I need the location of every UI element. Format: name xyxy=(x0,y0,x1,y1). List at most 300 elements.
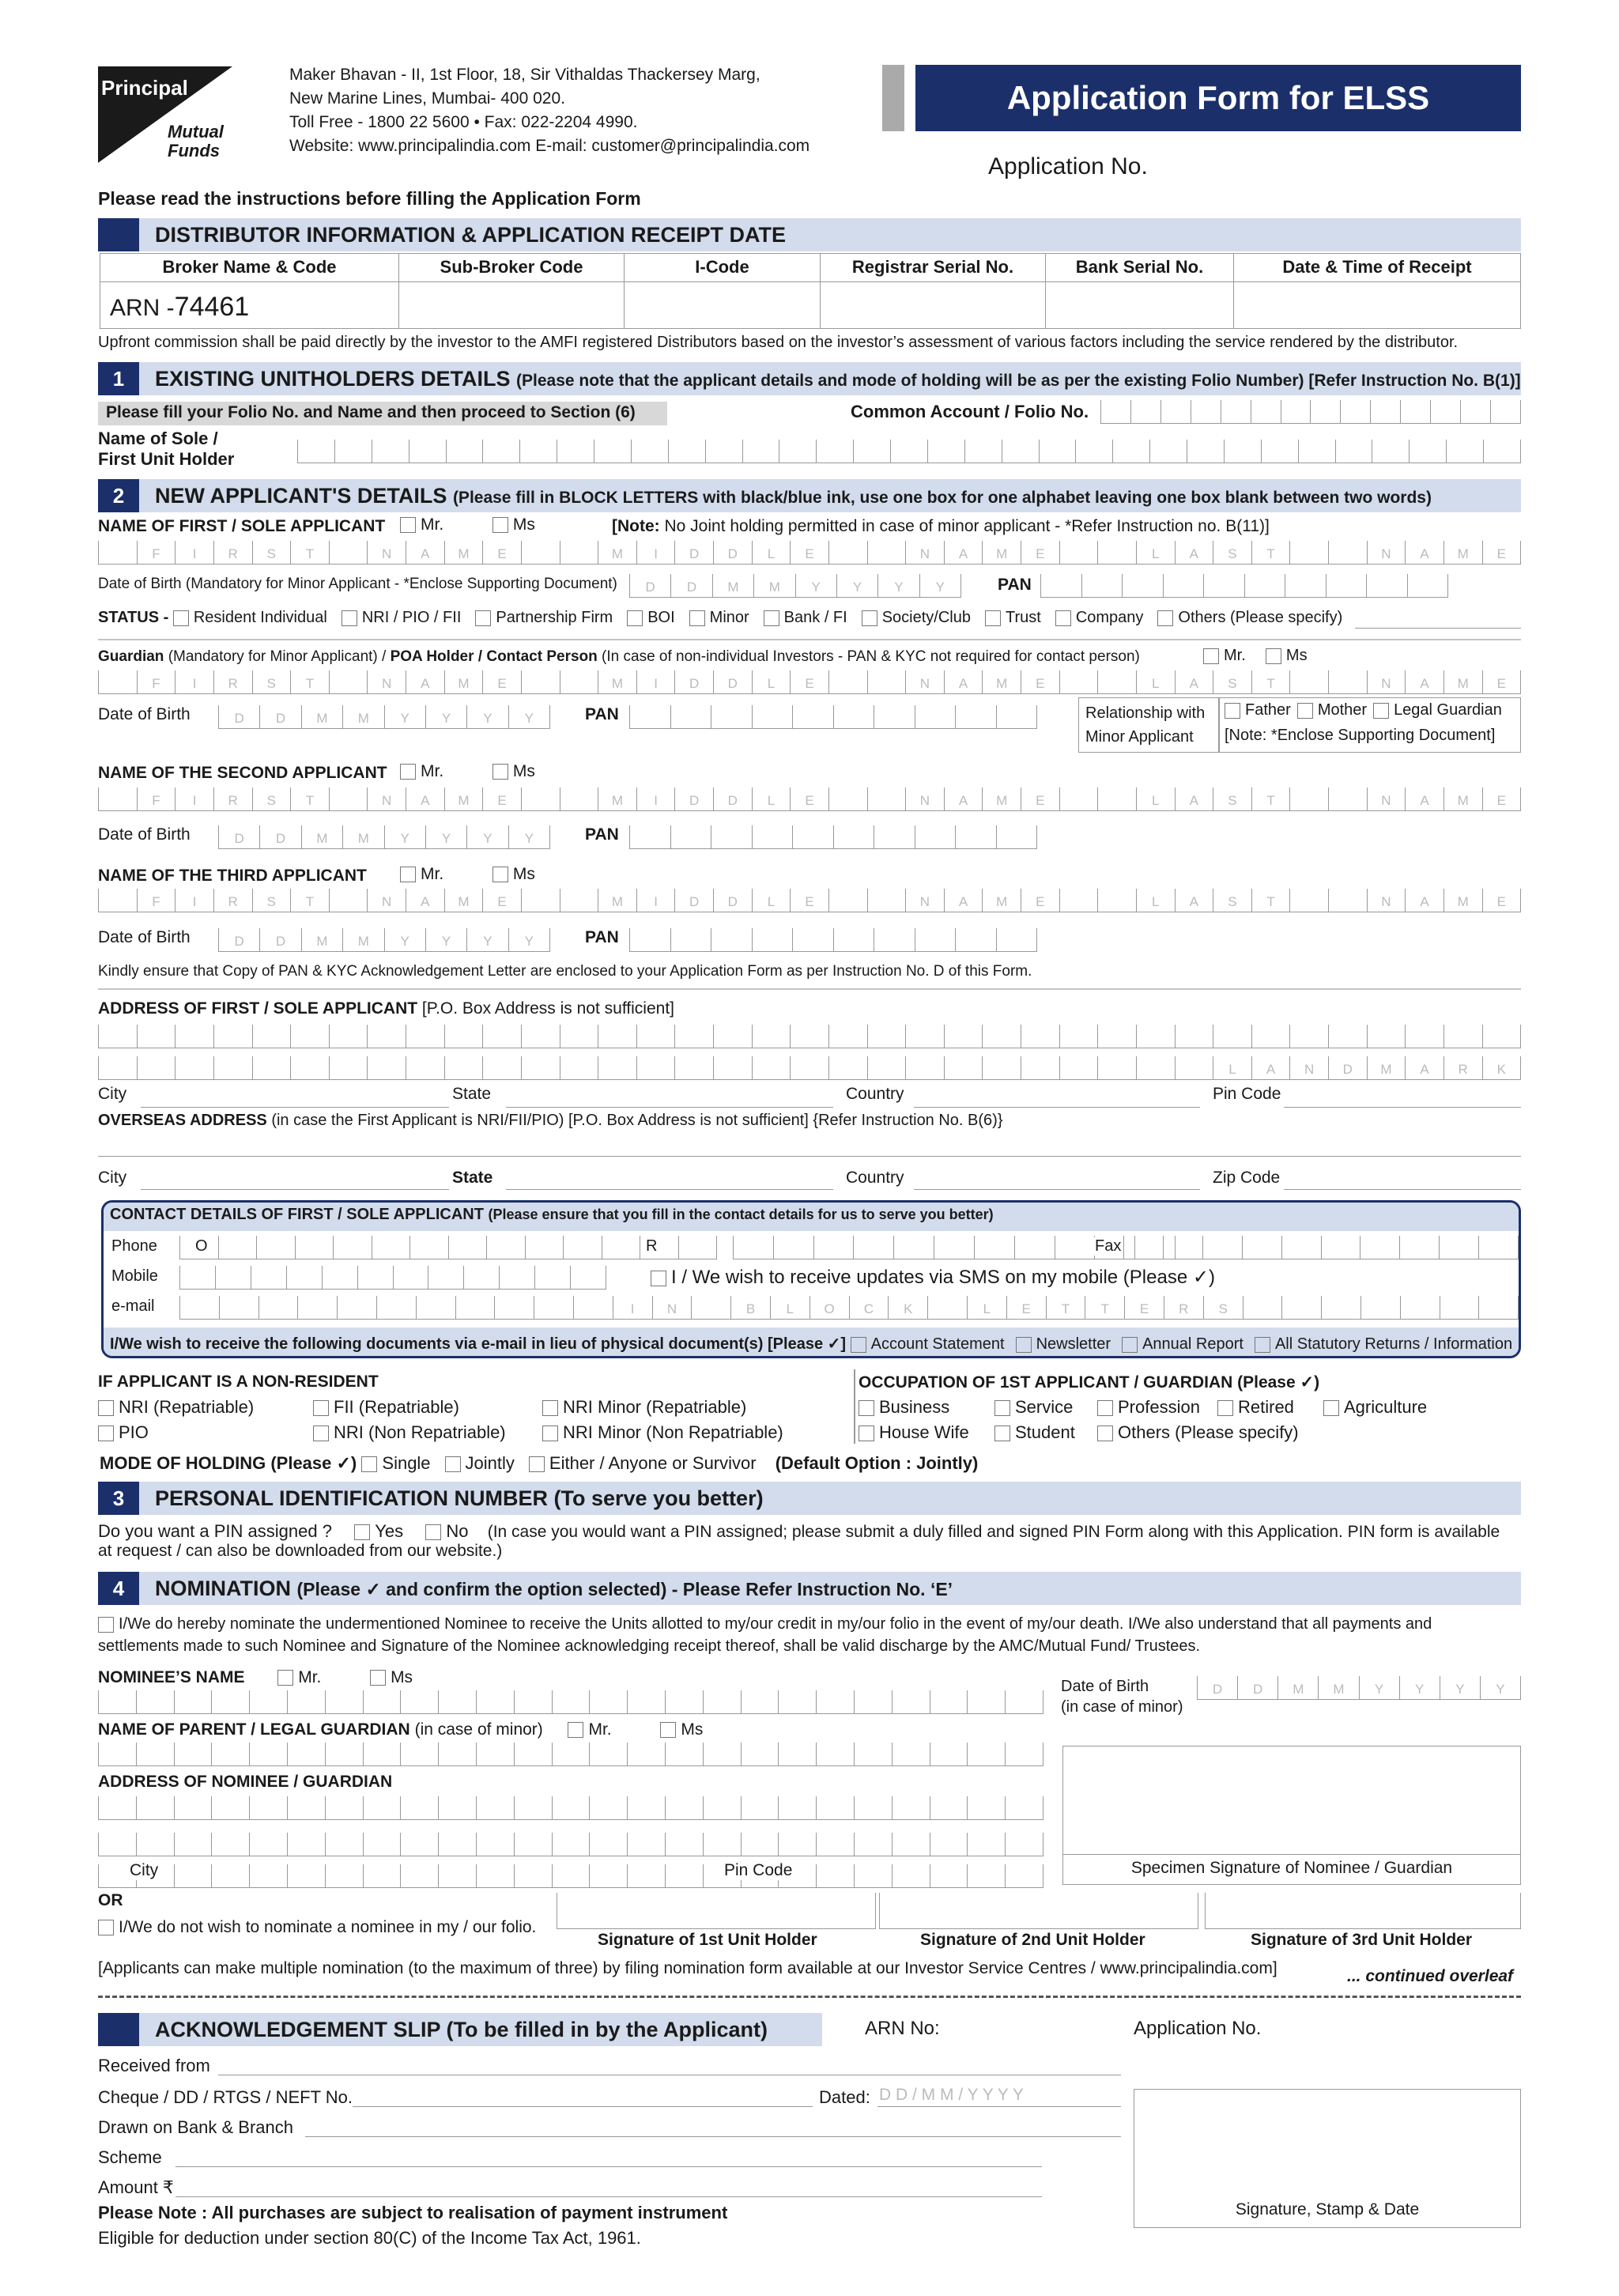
char-box[interactable] xyxy=(678,1236,718,1259)
char-box[interactable] xyxy=(790,1025,828,1048)
char-box[interactable]: M xyxy=(982,541,1021,564)
char-box[interactable]: E xyxy=(482,787,521,810)
char-box[interactable]: Y xyxy=(384,928,425,951)
char-box[interactable] xyxy=(179,1266,215,1289)
nonresident-option[interactable] xyxy=(98,1420,149,1445)
char-box[interactable] xyxy=(98,541,137,564)
char-box[interactable] xyxy=(287,1690,325,1713)
char-box[interactable]: R xyxy=(213,541,252,564)
char-box[interactable]: A xyxy=(1175,787,1213,810)
char-box[interactable]: M xyxy=(982,889,1021,912)
char-box[interactable]: M xyxy=(982,787,1021,810)
char-box[interactable] xyxy=(534,1266,570,1289)
char-box[interactable]: D xyxy=(674,670,713,693)
char-box[interactable] xyxy=(337,1296,376,1319)
char-box[interactable] xyxy=(560,889,598,912)
char-box[interactable] xyxy=(376,1296,416,1319)
char-box[interactable] xyxy=(552,1743,590,1765)
char-box[interactable] xyxy=(446,440,483,463)
char-box[interactable]: E xyxy=(790,787,828,810)
relationship-checkbox[interactable] xyxy=(1297,703,1313,719)
char-box[interactable]: D xyxy=(713,670,752,693)
char-box[interactable] xyxy=(892,1833,930,1856)
nominee-ms-checkbox[interactable] xyxy=(370,1670,386,1686)
char-box[interactable] xyxy=(589,1743,627,1765)
char-box[interactable] xyxy=(98,1025,137,1048)
char-box[interactable] xyxy=(552,1833,590,1856)
char-box[interactable]: N xyxy=(905,787,944,810)
char-box[interactable] xyxy=(1136,1025,1175,1048)
char-box[interactable] xyxy=(438,1690,476,1713)
status-checkbox[interactable] xyxy=(342,610,357,626)
char-box[interactable]: D xyxy=(713,541,752,564)
char-box[interactable] xyxy=(733,1236,773,1259)
char-box[interactable]: S xyxy=(252,670,291,693)
status-option[interactable] xyxy=(764,609,847,626)
status-option[interactable] xyxy=(689,609,749,626)
char-box[interactable]: A xyxy=(1405,670,1444,693)
char-box[interactable] xyxy=(741,1690,779,1713)
occupation-option[interactable] xyxy=(1097,1395,1200,1420)
char-box[interactable] xyxy=(98,889,137,912)
char-box[interactable] xyxy=(287,1864,325,1887)
char-box[interactable] xyxy=(514,1796,552,1819)
char-box[interactable] xyxy=(752,1056,791,1079)
char-box[interactable] xyxy=(1478,1296,1519,1319)
char-box[interactable] xyxy=(752,1025,791,1048)
char-box[interactable] xyxy=(1059,541,1098,564)
char-box[interactable]: M xyxy=(342,825,383,848)
occupation-checkbox[interactable] xyxy=(1097,1400,1113,1416)
char-box[interactable] xyxy=(854,1796,892,1819)
char-box[interactable]: N xyxy=(905,889,944,912)
char-box[interactable] xyxy=(703,1833,741,1856)
char-box[interactable]: Y xyxy=(425,928,466,951)
char-box[interactable]: M xyxy=(1277,1676,1318,1699)
char-box[interactable] xyxy=(179,1236,218,1259)
icode-field[interactable] xyxy=(625,282,821,328)
char-box[interactable] xyxy=(297,1296,337,1319)
email-document-checkbox[interactable] xyxy=(1016,1337,1032,1353)
char-box[interactable] xyxy=(1136,1056,1175,1079)
char-box[interactable] xyxy=(741,1743,779,1765)
char-box[interactable]: E xyxy=(1482,787,1522,810)
char-box[interactable] xyxy=(1224,440,1261,463)
char-box[interactable]: I xyxy=(636,889,675,912)
char-box[interactable] xyxy=(854,1864,892,1887)
char-box[interactable] xyxy=(400,1743,438,1765)
char-box[interactable]: S xyxy=(252,889,291,912)
holding-option[interactable] xyxy=(361,1453,430,1473)
char-box[interactable]: E xyxy=(1021,889,1059,912)
char-box[interactable] xyxy=(521,1025,560,1048)
status-option[interactable] xyxy=(342,609,462,626)
char-box[interactable] xyxy=(560,1025,598,1048)
char-box[interactable] xyxy=(854,1833,892,1856)
char-box[interactable] xyxy=(1021,1056,1059,1079)
char-box[interactable] xyxy=(1097,1025,1136,1048)
char-box[interactable] xyxy=(256,1236,295,1259)
char-box[interactable]: E xyxy=(1006,1296,1046,1319)
second-dob-boxes[interactable] xyxy=(218,825,550,849)
char-box[interactable]: A xyxy=(1175,541,1213,564)
char-box[interactable] xyxy=(1335,440,1372,463)
third-ms-checkbox[interactable] xyxy=(492,867,508,882)
nominee-address-1[interactable] xyxy=(98,1796,1043,1820)
char-box[interactable] xyxy=(175,1025,213,1048)
char-box[interactable] xyxy=(521,670,560,693)
email-document-option[interactable] xyxy=(851,1335,1005,1353)
char-box[interactable] xyxy=(816,1864,854,1887)
char-box[interactable] xyxy=(406,1056,444,1079)
email-document-option[interactable] xyxy=(1016,1335,1111,1353)
char-box[interactable] xyxy=(213,1025,252,1048)
guardian-dob-boxes[interactable] xyxy=(218,705,550,729)
char-box[interactable] xyxy=(476,1833,514,1856)
char-box[interactable] xyxy=(853,1236,893,1259)
email-document-checkbox[interactable] xyxy=(1255,1337,1270,1353)
char-box[interactable] xyxy=(598,1025,636,1048)
char-box[interactable] xyxy=(790,1056,828,1079)
char-box[interactable]: E xyxy=(482,541,521,564)
char-box[interactable]: Y xyxy=(877,574,919,597)
char-box[interactable] xyxy=(552,1864,590,1887)
char-box[interactable]: M xyxy=(342,705,383,728)
char-box[interactable] xyxy=(828,1025,867,1048)
first-applicant-dob-boxes[interactable] xyxy=(629,574,961,598)
occupation-option[interactable] xyxy=(994,1395,1073,1420)
receipt-date-field[interactable] xyxy=(1234,282,1520,328)
char-box[interactable] xyxy=(944,1056,983,1079)
char-box[interactable] xyxy=(290,1056,329,1079)
char-box[interactable]: Y xyxy=(1359,1676,1399,1699)
occupation-checkbox[interactable] xyxy=(859,1426,874,1441)
char-box[interactable]: D xyxy=(259,928,300,951)
char-box[interactable] xyxy=(1446,440,1483,463)
char-box[interactable] xyxy=(967,1796,1005,1819)
guardian-mr-checkbox[interactable] xyxy=(1203,648,1219,664)
parent-name-boxes[interactable] xyxy=(98,1743,1043,1766)
char-box[interactable] xyxy=(892,1690,930,1713)
holding-option[interactable] xyxy=(445,1453,515,1473)
address-line1-boxes[interactable] xyxy=(98,1025,1521,1048)
char-box[interactable]: M xyxy=(598,670,636,693)
char-box[interactable] xyxy=(1097,670,1136,693)
char-box[interactable] xyxy=(1405,1025,1444,1048)
char-box[interactable]: A xyxy=(1405,787,1444,810)
char-box[interactable] xyxy=(252,1056,291,1079)
second-ms-checkbox[interactable] xyxy=(492,764,508,780)
char-box[interactable]: L xyxy=(967,1296,1006,1319)
char-box[interactable] xyxy=(1097,889,1136,912)
char-box[interactable]: I xyxy=(175,889,213,912)
char-box[interactable]: F xyxy=(137,889,175,912)
char-box[interactable] xyxy=(400,1864,438,1887)
char-box[interactable] xyxy=(967,1690,1005,1713)
status-checkbox[interactable] xyxy=(475,610,491,626)
char-box[interactable]: D xyxy=(674,787,713,810)
char-box[interactable] xyxy=(982,1025,1021,1048)
pin-yes-checkbox[interactable] xyxy=(354,1524,370,1540)
char-box[interactable]: N xyxy=(905,541,944,564)
holding-option[interactable] xyxy=(529,1453,757,1473)
char-box[interactable] xyxy=(363,1743,401,1765)
char-box[interactable] xyxy=(703,1796,741,1819)
char-box[interactable] xyxy=(816,1833,854,1856)
char-box[interactable]: L xyxy=(1136,889,1175,912)
char-box[interactable] xyxy=(1289,787,1328,810)
char-box[interactable] xyxy=(249,1743,287,1765)
char-box[interactable] xyxy=(1097,1056,1136,1079)
char-box[interactable]: Y xyxy=(508,928,550,951)
char-box[interactable]: N xyxy=(905,670,944,693)
char-box[interactable] xyxy=(828,889,867,912)
char-box[interactable] xyxy=(98,670,137,693)
char-box[interactable] xyxy=(514,1690,552,1713)
char-box[interactable]: Y xyxy=(425,705,466,728)
char-box[interactable] xyxy=(1328,889,1367,912)
char-box[interactable] xyxy=(463,1266,499,1289)
char-box[interactable] xyxy=(1328,670,1367,693)
char-box[interactable] xyxy=(573,1296,613,1319)
char-box[interactable] xyxy=(1439,1236,1478,1259)
char-box[interactable] xyxy=(400,1833,438,1856)
char-box[interactable]: F xyxy=(137,670,175,693)
char-box[interactable]: M xyxy=(301,705,342,728)
char-box[interactable] xyxy=(867,889,906,912)
char-box[interactable] xyxy=(476,1743,514,1765)
char-box[interactable]: M xyxy=(1444,541,1482,564)
char-box[interactable]: M xyxy=(444,670,483,693)
status-option[interactable] xyxy=(627,609,674,626)
char-box[interactable] xyxy=(218,1236,257,1259)
char-box[interactable] xyxy=(927,440,964,463)
holding-checkbox[interactable] xyxy=(361,1456,377,1472)
email-boxes[interactable] xyxy=(179,1296,1519,1320)
char-box[interactable]: D xyxy=(629,574,670,597)
relationship-option[interactable] xyxy=(1297,701,1367,719)
char-box[interactable] xyxy=(1005,1743,1043,1765)
char-box[interactable] xyxy=(1360,1236,1399,1259)
nonresident-option[interactable] xyxy=(542,1395,746,1420)
char-box[interactable] xyxy=(778,1796,816,1819)
char-box[interactable] xyxy=(816,1796,854,1819)
char-box[interactable]: R xyxy=(1164,1296,1203,1319)
char-box[interactable] xyxy=(98,787,137,810)
char-box[interactable] xyxy=(691,1296,730,1319)
char-box[interactable]: M xyxy=(444,541,483,564)
char-box[interactable]: E xyxy=(1021,670,1059,693)
char-box[interactable] xyxy=(930,1690,968,1713)
char-box[interactable]: A xyxy=(944,541,983,564)
char-box[interactable]: I xyxy=(175,787,213,810)
char-box[interactable]: E xyxy=(790,670,828,693)
nonresident-option[interactable] xyxy=(313,1395,459,1420)
char-box[interactable]: E xyxy=(1482,889,1522,912)
char-box[interactable] xyxy=(174,1864,212,1887)
char-box[interactable] xyxy=(329,541,368,564)
occupation-option[interactable] xyxy=(1217,1395,1294,1420)
char-box[interactable] xyxy=(174,1743,212,1765)
char-box[interactable] xyxy=(98,1833,136,1856)
status-checkbox[interactable] xyxy=(173,610,189,626)
char-box[interactable]: T xyxy=(1251,541,1290,564)
char-box[interactable] xyxy=(514,1864,552,1887)
char-box[interactable] xyxy=(598,1056,636,1079)
char-box[interactable] xyxy=(1059,1025,1098,1048)
char-box[interactable] xyxy=(557,440,594,463)
ms-checkbox[interactable] xyxy=(492,517,508,533)
char-box[interactable] xyxy=(211,1833,249,1856)
char-box[interactable] xyxy=(1409,440,1446,463)
status-checkbox[interactable] xyxy=(862,610,877,626)
char-box[interactable]: N xyxy=(1367,787,1406,810)
char-box[interactable] xyxy=(967,1743,1005,1765)
char-box[interactable]: Y xyxy=(425,825,466,848)
char-box[interactable] xyxy=(1281,1236,1321,1259)
char-box[interactable]: M xyxy=(444,787,483,810)
char-box[interactable] xyxy=(521,889,560,912)
char-box[interactable] xyxy=(893,1236,934,1259)
char-box[interactable] xyxy=(482,440,519,463)
char-box[interactable] xyxy=(400,1690,438,1713)
char-box[interactable]: S xyxy=(1213,541,1251,564)
char-box[interactable] xyxy=(1187,440,1224,463)
nonresident-checkbox[interactable] xyxy=(542,1400,558,1416)
char-box[interactable] xyxy=(136,1796,174,1819)
char-box[interactable] xyxy=(867,787,906,810)
char-box[interactable] xyxy=(448,1236,487,1259)
char-box[interactable] xyxy=(967,1864,1005,1887)
char-box[interactable]: T xyxy=(1251,670,1290,693)
char-box[interactable]: I xyxy=(636,541,675,564)
nominee-address-2[interactable] xyxy=(98,1833,1043,1856)
char-box[interactable] xyxy=(179,1296,219,1319)
char-box[interactable]: N xyxy=(1367,541,1406,564)
char-box[interactable] xyxy=(1321,1236,1360,1259)
char-box[interactable] xyxy=(867,541,906,564)
char-box[interactable] xyxy=(892,1796,930,1819)
char-box[interactable]: R xyxy=(213,889,252,912)
nonresident-checkbox[interactable] xyxy=(98,1426,114,1441)
char-box[interactable]: R xyxy=(1444,1056,1482,1079)
parent-ms-checkbox[interactable] xyxy=(660,1722,676,1738)
char-box[interactable] xyxy=(742,440,779,463)
char-box[interactable] xyxy=(136,1690,174,1713)
char-box[interactable]: A xyxy=(1405,889,1444,912)
char-box[interactable] xyxy=(325,1743,363,1765)
char-box[interactable] xyxy=(665,1833,703,1856)
char-box[interactable] xyxy=(905,1056,944,1079)
char-box[interactable]: A xyxy=(1405,541,1444,564)
email-document-checkbox[interactable] xyxy=(1122,1337,1138,1353)
bank-serial-field[interactable] xyxy=(1046,282,1234,328)
char-box[interactable]: S xyxy=(1213,889,1251,912)
char-box[interactable] xyxy=(636,1025,675,1048)
status-checkbox[interactable] xyxy=(985,610,1001,626)
char-box[interactable]: D xyxy=(1197,1676,1237,1699)
char-box[interactable] xyxy=(329,670,368,693)
char-box[interactable]: E xyxy=(482,889,521,912)
nonresident-checkbox[interactable] xyxy=(313,1400,329,1416)
status-checkbox[interactable] xyxy=(764,610,779,626)
char-box[interactable] xyxy=(136,1833,174,1856)
char-box[interactable] xyxy=(137,1025,175,1048)
char-box[interactable]: A xyxy=(1405,1056,1444,1079)
occupation-option[interactable] xyxy=(859,1420,969,1445)
char-box[interactable] xyxy=(329,1025,368,1048)
char-box[interactable] xyxy=(713,1025,752,1048)
email-document-checkbox[interactable] xyxy=(851,1337,866,1353)
char-box[interactable] xyxy=(927,1296,967,1319)
char-box[interactable]: N xyxy=(367,787,406,810)
char-box[interactable]: E xyxy=(1021,787,1059,810)
char-box[interactable] xyxy=(631,440,668,463)
status-checkbox[interactable] xyxy=(689,610,705,626)
char-box[interactable] xyxy=(98,1056,137,1079)
char-box[interactable]: L xyxy=(752,670,791,693)
char-box[interactable] xyxy=(890,440,927,463)
char-box[interactable] xyxy=(334,440,372,463)
char-box[interactable] xyxy=(944,1025,983,1048)
char-box[interactable] xyxy=(137,1056,175,1079)
third-pan-boxes[interactable] xyxy=(629,928,1037,952)
char-box[interactable] xyxy=(594,440,631,463)
amount-field[interactable] xyxy=(175,2196,1042,2197)
char-box[interactable] xyxy=(892,1864,930,1887)
char-box[interactable] xyxy=(1482,1025,1522,1048)
char-box[interactable] xyxy=(1367,1025,1406,1048)
relationship-option[interactable] xyxy=(1373,701,1502,719)
char-box[interactable] xyxy=(290,1025,329,1048)
char-box[interactable] xyxy=(438,1864,476,1887)
char-box[interactable] xyxy=(867,670,906,693)
char-box[interactable] xyxy=(1251,1025,1290,1048)
char-box[interactable] xyxy=(438,1743,476,1765)
char-box[interactable]: M xyxy=(712,574,753,597)
char-box[interactable]: A xyxy=(1175,889,1213,912)
char-box[interactable] xyxy=(287,1833,325,1856)
char-box[interactable] xyxy=(560,787,598,810)
char-box[interactable] xyxy=(1075,440,1112,463)
char-box[interactable] xyxy=(853,440,890,463)
char-box[interactable]: R xyxy=(213,787,252,810)
char-box[interactable] xyxy=(1059,787,1098,810)
char-box[interactable] xyxy=(514,1833,552,1856)
char-box[interactable]: Y xyxy=(466,928,508,951)
char-box[interactable]: M xyxy=(982,670,1021,693)
zip-field[interactable] xyxy=(1284,1189,1521,1190)
holding-checkbox[interactable] xyxy=(529,1456,545,1472)
char-box[interactable] xyxy=(1440,1296,1479,1319)
nonresident-option[interactable] xyxy=(313,1420,506,1445)
char-box[interactable] xyxy=(1483,440,1521,463)
char-box[interactable] xyxy=(476,1864,514,1887)
status-option[interactable] xyxy=(862,609,971,626)
char-box[interactable] xyxy=(1005,1690,1043,1713)
char-box[interactable] xyxy=(1005,1864,1043,1887)
char-box[interactable]: S xyxy=(252,541,291,564)
char-box[interactable]: M xyxy=(598,541,636,564)
char-box[interactable] xyxy=(905,1025,944,1048)
char-box[interactable]: R xyxy=(213,670,252,693)
char-box[interactable] xyxy=(773,1236,813,1259)
char-box[interactable] xyxy=(1242,1236,1281,1259)
char-box[interactable] xyxy=(363,1796,401,1819)
char-box[interactable]: D xyxy=(218,825,259,848)
char-box[interactable]: D xyxy=(713,787,752,810)
char-box[interactable]: Y xyxy=(795,574,836,597)
